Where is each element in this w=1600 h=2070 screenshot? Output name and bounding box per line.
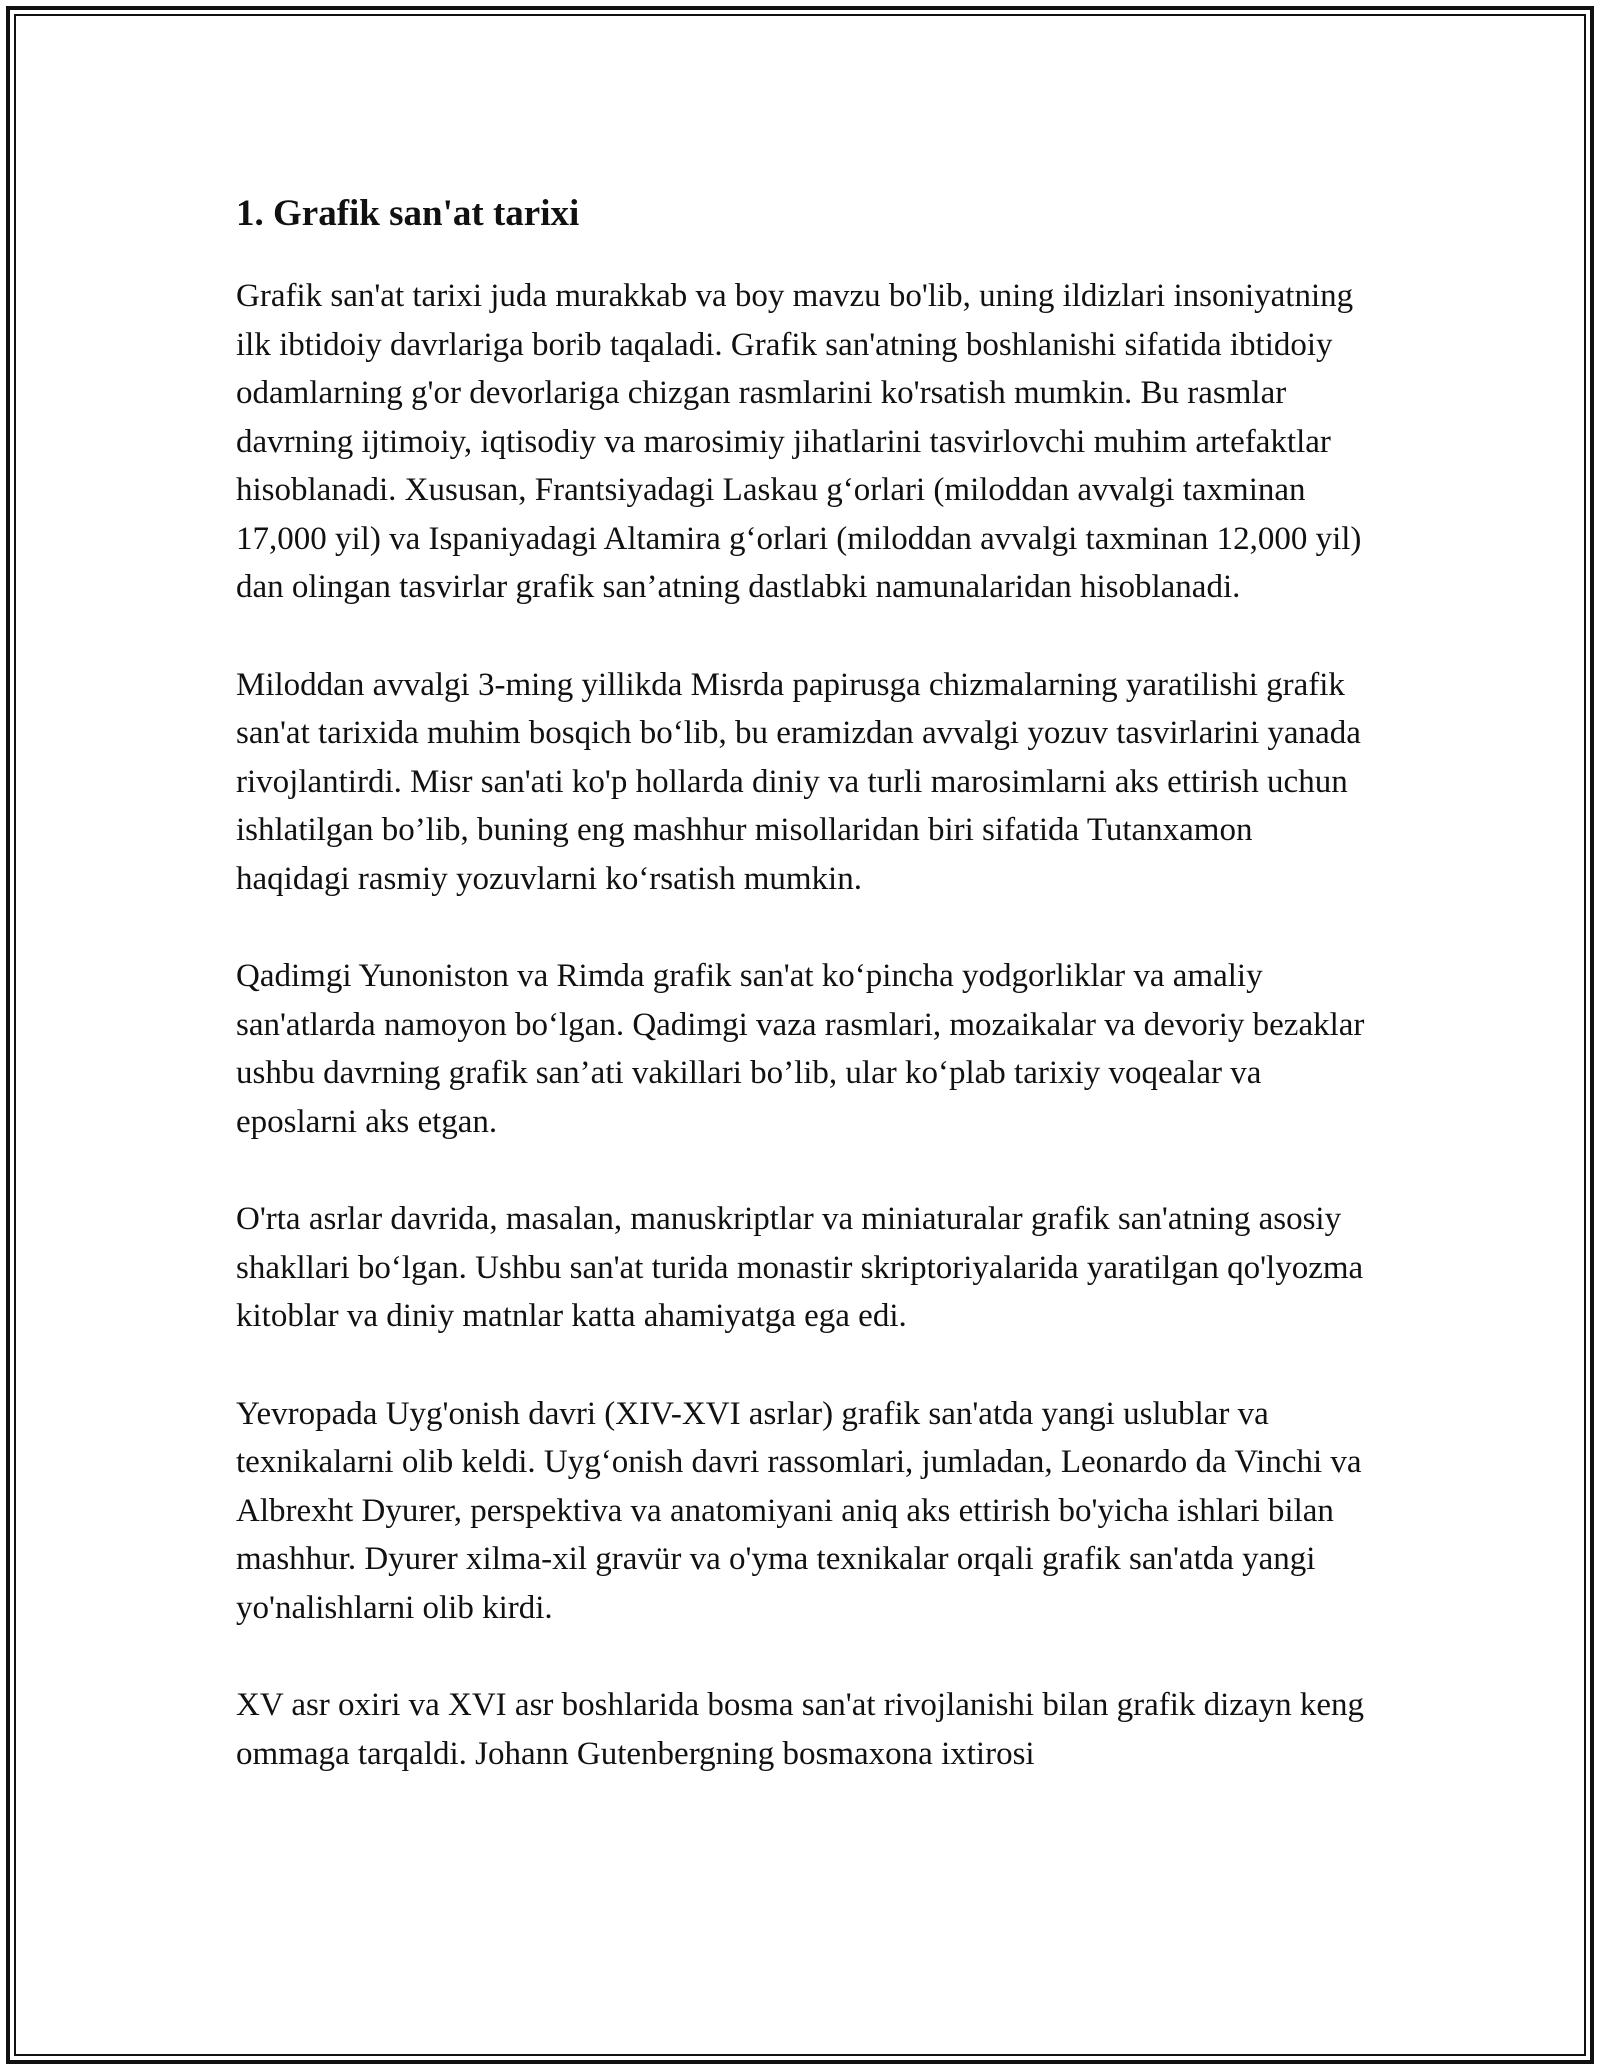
paragraph-egypt: Miloddan avvalgi 3-ming yillikda Misrda papirusga chizmalarning yaratilishi grafik san'at tarixida muhim bosqich bo‘lib, bu eramizdan avvalgi yozuv tasvirlarini yanada rivojlantirdi. Misr san'ati ko'p hollarda diniy va turli marosimlarni aks ettirish uchun ishlatilgan bo’lib, buning eng mashhur misollaridan biri sifatida Tutanxamon haqidagi rasmiy yozuvlarni ko‘rsatish mumkin. bbox=[236, 666, 1361, 897]
paragraph-renaissance: Yevropada Uyg'onish davri (XIV-XVI asrlar) grafik san'atda yangi uslublar va texnikalarni olib keldi. Uyg‘onish davri rassomlari, jumladan, Leonardo da Vinchi va Albrexht Dyurer, perspektiva va anatomiyani aniq aks ettirish bo'yicha ishlari bilan mashhur. Dyurer xilma-xil gravür va o'yma texnikalar orqali grafik san'atda yangi yo'nalishlarni olib kirdi. bbox=[236, 1395, 1362, 1626]
paragraph-middle-ages: O'rta asrlar davrida, masalan, manuskriptlar va miniaturalar grafik san'atning asosiy shakllari bo‘lgan. Ushbu san'at turida monastir skriptoriyalarida yaratilgan qo'lyozma kitoblar va diniy matnlar katta ahamiyatga ega edi. bbox=[236, 1201, 1364, 1334]
paragraph-printing: XV asr oxiri va XVI asr boshlarida bosma san'at rivojlanishi bilan grafik dizayn keng ommaga tarqaldi. Johann Gutenbergning bosmaxona ixtirosi bbox=[236, 1687, 1364, 1772]
paragraph-greece-rome: Qadimgi Yunoniston va Rimda grafik san'at ko‘pincha yodgorliklar va amaliy san'atlarda namoyon bo‘lgan. Qadimgi vaza rasmlari, mozaikalar va devoriy bezaklar ushbu davrning grafik san’ati vakillari bo’lib, ular ko‘plab tarixiy voqealar va eposlarni aks etgan. bbox=[236, 958, 1365, 1140]
document-body bbox=[236, 186, 1366, 1827]
paragraph-cave-art: Grafik san'at tarixi juda murakkab va boy mavzu bo'lib, uning ildizlari insoniyatning ilk ibtidoiy davrlariga borib taqaladi. Grafik san'atning boshlanishi sifatida ibtidoiy odamlarning g'or devorlariga chizgan rasmlarini ko'rsatish mumkin. Bu rasmlar davrning ijtimoiy, iqtisodiy va marosimiy jihatlarini tasvirlovchi muhim artefaktlar hisoblanadi. Xususan, Frantsiyadagi Laskau g‘orlari (miloddan avvalgi taxminan 17,000 yil) va Ispaniyadagi Altamira g‘orlari (miloddan avvalgi taxminan 12,000 yil) dan olingan tasvirlar grafik san’atning dastlabki namunalaridan hisoblanadi. bbox=[236, 278, 1362, 605]
section-title: 1. Grafik san'at tarixi bbox=[236, 193, 580, 234]
